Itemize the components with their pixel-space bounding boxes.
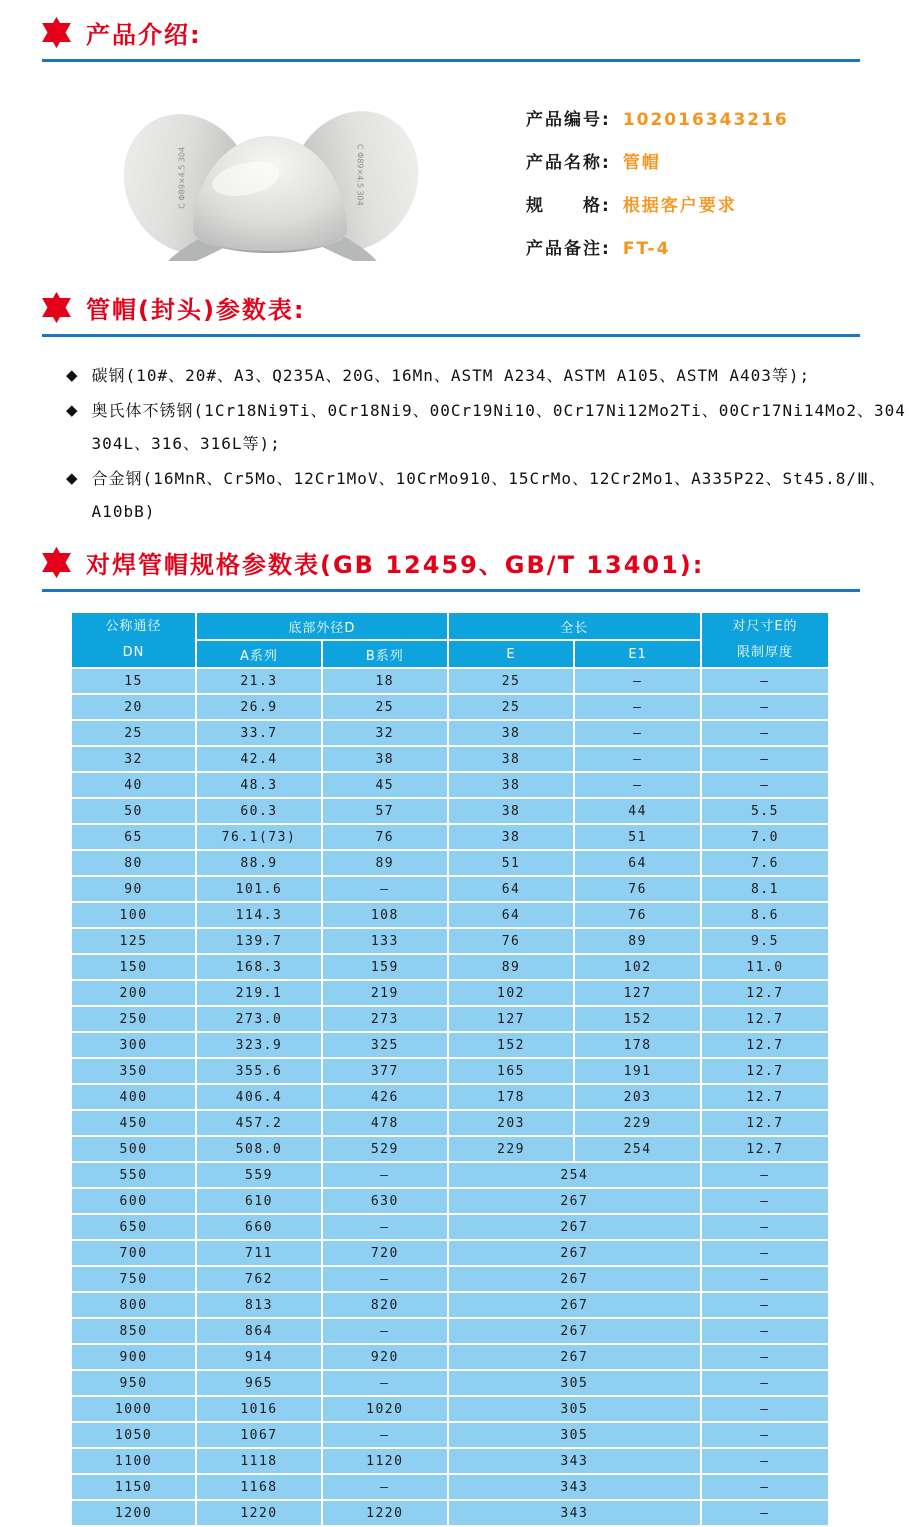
table-cell: 127 — [449, 1007, 574, 1031]
table-row — [72, 929, 828, 953]
table-cell: 48.3 — [197, 773, 321, 797]
table-cell: 76 — [575, 903, 700, 927]
table-row — [72, 825, 828, 849]
table-cell: 630 — [323, 1189, 447, 1213]
table-cell: 108 — [323, 903, 447, 927]
table-cell: 850 — [72, 1319, 195, 1343]
table-cell: – — [702, 1501, 828, 1525]
table-cell: 1050 — [72, 1423, 195, 1447]
table-cell: 1150 — [72, 1475, 195, 1499]
table-cell: 1120 — [323, 1449, 447, 1473]
table-cell: – — [702, 1319, 828, 1343]
table-cell: 9.5 — [702, 929, 828, 953]
product-field-code — [526, 105, 789, 148]
table-cell: 102 — [449, 981, 574, 1005]
field-value: FT-4 — [622, 239, 671, 259]
field-value: 根据客户要求 — [622, 196, 737, 216]
table-cell: 8.1 — [702, 877, 828, 901]
table-cell: – — [323, 877, 447, 901]
table-cell: 406.4 — [197, 1085, 321, 1109]
table-cell: 8.6 — [702, 903, 828, 927]
table-cell: 51 — [575, 825, 700, 849]
table-row — [72, 1449, 828, 1473]
table-cell: 25 — [72, 721, 195, 745]
table-row — [72, 1475, 828, 1499]
product-field-remark — [526, 234, 789, 277]
table-cell: – — [702, 1293, 828, 1317]
table-cell: 80 — [72, 851, 195, 875]
table-cell: 900 — [72, 1345, 195, 1369]
product-field-name — [526, 148, 789, 191]
table-cell: 25 — [449, 669, 574, 693]
section-title: 对焊管帽规格参数表(GB 12459、GB/T 13401): — [86, 551, 705, 579]
table-row — [72, 721, 828, 745]
table-cell: – — [575, 721, 700, 745]
table-cell: 12.7 — [702, 1007, 828, 1031]
product-photo-pipe-caps — [116, 89, 422, 261]
table-cell: – — [575, 669, 700, 693]
table-row — [72, 1111, 828, 1135]
table-cell: 229 — [449, 1137, 574, 1161]
table-cell: 203 — [575, 1085, 700, 1109]
table-cell: 720 — [323, 1241, 447, 1265]
table-cell: 45 — [323, 773, 447, 797]
table-cell: – — [323, 1267, 447, 1291]
table-cell: – — [702, 1345, 828, 1369]
table-cell: 457.2 — [197, 1111, 321, 1135]
table-cell: 450 — [72, 1111, 195, 1135]
table-cell: 64 — [575, 851, 700, 875]
section-spec-table-header — [40, 545, 909, 580]
table-cell: 139.7 — [197, 929, 321, 953]
table-cell: 1220 — [323, 1501, 447, 1525]
section-title: 产品介绍: — [86, 21, 202, 49]
red-star-icon — [40, 291, 73, 324]
table-cell: – — [575, 747, 700, 771]
table-row — [72, 1371, 828, 1395]
field-value: 102016343216 — [622, 110, 789, 130]
table-cell: 18 — [323, 669, 447, 693]
table-cell: 219.1 — [197, 981, 321, 1005]
table-cell: – — [702, 1267, 828, 1291]
table-cell: 64 — [449, 877, 574, 901]
table-cell: 178 — [449, 1085, 574, 1109]
product-intro-block — [116, 89, 909, 277]
table-row — [72, 799, 828, 823]
table-cell: 38 — [449, 773, 574, 797]
bullet-text: 奥氏体不锈钢(1Cr18Ni9Ti、0Cr18Ni9、00Cr19Ni10、0Cr17Ni12Mo2Ti、00Cr17Ni14Mo2、304 304L、316、316L等); — [91, 401, 906, 453]
table-cell: 38 — [449, 825, 574, 849]
table-cell: 125 — [72, 929, 195, 953]
table-cell: – — [702, 1215, 828, 1239]
table-cell: 168.3 — [197, 955, 321, 979]
field-label: 产品备注: — [526, 239, 611, 259]
table-cell: 426 — [323, 1085, 447, 1109]
table-cell: 89 — [449, 955, 574, 979]
table-cell: 219 — [323, 981, 447, 1005]
diamond-bullet-icon: ◆ — [66, 401, 78, 419]
diamond-bullet-icon: ◆ — [66, 469, 78, 487]
header-e1: E1 — [575, 641, 700, 667]
table-cell: 610 — [197, 1189, 321, 1213]
table-cell: 914 — [197, 1345, 321, 1369]
table-row — [72, 1007, 828, 1031]
header-series-b: B系列 — [323, 641, 447, 667]
table-cell: 101.6 — [197, 877, 321, 901]
table-cell: – — [702, 1423, 828, 1447]
table-cell: – — [702, 1189, 828, 1213]
table-row — [72, 1215, 828, 1239]
table-cell: 1016 — [197, 1397, 321, 1421]
product-info-list — [526, 105, 789, 277]
table-cell: 57 — [323, 799, 447, 823]
table-cell: 700 — [72, 1241, 195, 1265]
table-cell: 273.0 — [197, 1007, 321, 1031]
table-row — [72, 1293, 828, 1317]
section-divider-line — [42, 334, 860, 337]
table-cell: 478 — [323, 1111, 447, 1135]
section-divider-line — [42, 59, 860, 62]
table-cell: 267 — [449, 1189, 700, 1213]
table-cell: 38 — [449, 799, 574, 823]
table-cell: 133 — [323, 929, 447, 953]
table-cell: 550 — [72, 1163, 195, 1187]
table-cell: 500 — [72, 1137, 195, 1161]
table-cell: 76.1(73) — [197, 825, 321, 849]
header-e: E — [449, 641, 574, 667]
table-cell: 750 — [72, 1267, 195, 1291]
table-cell: 203 — [449, 1111, 574, 1135]
table-cell: 12.7 — [702, 981, 828, 1005]
table-cell: 100 — [72, 903, 195, 927]
table-cell: 950 — [72, 1371, 195, 1395]
section-product-intro-header — [40, 0, 909, 50]
table-cell: 920 — [323, 1345, 447, 1369]
table-cell: 12.7 — [702, 1033, 828, 1057]
table-cell: 229 — [575, 1111, 700, 1135]
table-cell: 267 — [449, 1319, 700, 1343]
table-cell: – — [575, 773, 700, 797]
table-cell: – — [702, 1371, 828, 1395]
spec-table-head — [72, 613, 828, 667]
section-material-params-header — [40, 290, 909, 325]
table-row — [72, 747, 828, 771]
table-cell: 51 — [449, 851, 574, 875]
table-cell: – — [702, 1449, 828, 1473]
table-cell: 508.0 — [197, 1137, 321, 1161]
table-cell: 127 — [575, 981, 700, 1005]
table-cell: 254 — [575, 1137, 700, 1161]
table-row — [72, 1033, 828, 1057]
table-row — [72, 1397, 828, 1421]
table-cell: 323.9 — [197, 1033, 321, 1057]
section-divider-line — [42, 589, 860, 592]
table-cell: 38 — [449, 721, 574, 745]
field-value: 管帽 — [622, 153, 661, 173]
bullet-item — [66, 359, 909, 392]
table-cell: – — [323, 1423, 447, 1447]
table-row — [72, 773, 828, 797]
section-title: 管帽(封头)参数表: — [86, 296, 306, 324]
bullet-item — [66, 394, 909, 460]
table-row — [72, 695, 828, 719]
table-row — [72, 877, 828, 901]
table-cell: 7.0 — [702, 825, 828, 849]
header-limit-thickness: 对尺寸E的 限制厚度 — [702, 613, 828, 667]
table-cell: – — [323, 1475, 447, 1499]
table-cell: 273 — [323, 1007, 447, 1031]
field-label: 规 格: — [526, 196, 611, 216]
table-cell: 343 — [449, 1501, 700, 1525]
table-cell: 50 — [72, 799, 195, 823]
table-cell: 88.9 — [197, 851, 321, 875]
table-cell: 152 — [449, 1033, 574, 1057]
table-cell: 42.4 — [197, 747, 321, 771]
table-cell: – — [702, 695, 828, 719]
table-row — [72, 1189, 828, 1213]
table-cell: 150 — [72, 955, 195, 979]
table-cell: 89 — [575, 929, 700, 953]
table-cell: 377 — [323, 1059, 447, 1083]
table-cell: 200 — [72, 981, 195, 1005]
table-cell: 165 — [449, 1059, 574, 1083]
table-cell: 152 — [575, 1007, 700, 1031]
table-row — [72, 955, 828, 979]
table-row — [72, 1267, 828, 1291]
table-cell: 650 — [72, 1215, 195, 1239]
table-cell: 965 — [197, 1371, 321, 1395]
table-cell: 1067 — [197, 1423, 321, 1447]
table-cell: 1200 — [72, 1501, 195, 1525]
header-dn: 公称通径 DN — [72, 613, 195, 667]
diamond-bullet-icon: ◆ — [66, 366, 78, 384]
table-cell: 38 — [449, 747, 574, 771]
table-cell: – — [575, 695, 700, 719]
table-cell: – — [702, 1475, 828, 1499]
table-cell: 600 — [72, 1189, 195, 1213]
spec-table-container — [70, 611, 909, 1527]
table-cell: 76 — [575, 877, 700, 901]
table-cell: 864 — [197, 1319, 321, 1343]
table-row — [72, 1319, 828, 1343]
table-cell: – — [323, 1319, 447, 1343]
table-cell: 159 — [323, 955, 447, 979]
table-row — [72, 1501, 828, 1525]
table-cell: 1020 — [323, 1397, 447, 1421]
table-cell: 267 — [449, 1293, 700, 1317]
table-cell: 64 — [449, 903, 574, 927]
table-cell: 711 — [197, 1241, 321, 1265]
table-cell: 1220 — [197, 1501, 321, 1525]
table-cell: 38 — [323, 747, 447, 771]
table-cell: 305 — [449, 1423, 700, 1447]
table-cell: 343 — [449, 1449, 700, 1473]
table-cell: 305 — [449, 1371, 700, 1395]
table-cell: 529 — [323, 1137, 447, 1161]
table-cell: 32 — [323, 721, 447, 745]
table-cell: – — [702, 747, 828, 771]
table-cell: 25 — [323, 695, 447, 719]
red-star-icon — [40, 16, 73, 49]
table-cell: 32 — [72, 747, 195, 771]
table-row — [72, 669, 828, 693]
table-cell: 300 — [72, 1033, 195, 1057]
table-row — [72, 1345, 828, 1369]
table-cell: 44 — [575, 799, 700, 823]
bullet-list — [66, 359, 909, 528]
table-row — [72, 1085, 828, 1109]
cap-engraving-text: C Φ89×4.5 304 — [177, 146, 187, 209]
table-cell: 355.6 — [197, 1059, 321, 1083]
table-cell: 325 — [323, 1033, 447, 1057]
table-cell: – — [702, 1241, 828, 1265]
table-cell: 102 — [575, 955, 700, 979]
table-cell: 343 — [449, 1475, 700, 1499]
table-cell: 12.7 — [702, 1137, 828, 1161]
table-cell: 559 — [197, 1163, 321, 1187]
spec-table — [70, 611, 830, 1527]
bullet-text: 合金钢(16MnR、Cr5Mo、12Cr1MoV、10CrMo910、15CrMo、12Cr2Mo1、A335P22、St45.8/Ⅲ、 A10bB) — [91, 469, 887, 521]
table-cell: 90 — [72, 877, 195, 901]
table-cell: 21.3 — [197, 669, 321, 693]
table-cell: 254 — [449, 1163, 700, 1187]
table-cell: 12.7 — [702, 1111, 828, 1135]
table-cell: – — [702, 721, 828, 745]
table-cell: – — [702, 773, 828, 797]
table-cell: 65 — [72, 825, 195, 849]
table-cell: 5.5 — [702, 799, 828, 823]
table-row — [72, 851, 828, 875]
table-cell: 20 — [72, 695, 195, 719]
field-label: 产品编号: — [526, 110, 611, 130]
table-cell: 15 — [72, 669, 195, 693]
table-row — [72, 981, 828, 1005]
table-row — [72, 1137, 828, 1161]
table-row — [72, 1059, 828, 1083]
header-series-a: A系列 — [197, 641, 321, 667]
table-cell: 40 — [72, 773, 195, 797]
table-cell: 1000 — [72, 1397, 195, 1421]
table-row — [72, 1241, 828, 1265]
spec-table-body — [72, 669, 828, 1525]
table-cell: 267 — [449, 1345, 700, 1369]
table-cell: 267 — [449, 1241, 700, 1265]
table-cell: – — [702, 1397, 828, 1421]
bullet-text: 碳钢(10#、20#、A3、Q235A、20G、16Mn、ASTM A234、ASTM A105、ASTM A403等); — [91, 366, 811, 385]
header-length-group: 全长 — [449, 613, 700, 639]
table-row — [72, 1163, 828, 1187]
table-cell: 114.3 — [197, 903, 321, 927]
product-field-spec — [526, 191, 789, 234]
header-outer-diameter-group: 底部外径D — [197, 613, 447, 639]
field-label: 产品名称: — [526, 153, 611, 173]
table-cell: 178 — [575, 1033, 700, 1057]
table-cell: 76 — [323, 825, 447, 849]
cap-engraving-text: C Φ89×4.5 304 — [355, 143, 365, 206]
bullet-item — [66, 462, 909, 528]
table-cell: 305 — [449, 1397, 700, 1421]
table-cell: 60.3 — [197, 799, 321, 823]
table-cell: 660 — [197, 1215, 321, 1239]
table-cell: 12.7 — [702, 1059, 828, 1083]
table-cell: 76 — [449, 929, 574, 953]
table-cell: 7.6 — [702, 851, 828, 875]
table-cell: 267 — [449, 1215, 700, 1239]
table-cell: – — [323, 1215, 447, 1239]
table-cell: – — [323, 1371, 447, 1395]
table-cell: – — [702, 1163, 828, 1187]
table-cell: 1168 — [197, 1475, 321, 1499]
table-cell: 762 — [197, 1267, 321, 1291]
table-cell: 11.0 — [702, 955, 828, 979]
table-cell: 25 — [449, 695, 574, 719]
table-cell: 1100 — [72, 1449, 195, 1473]
table-cell: 820 — [323, 1293, 447, 1317]
table-cell: 267 — [449, 1267, 700, 1291]
table-cell: 33.7 — [197, 721, 321, 745]
table-cell: 250 — [72, 1007, 195, 1031]
table-row — [72, 1423, 828, 1447]
table-cell: 191 — [575, 1059, 700, 1083]
table-cell: 89 — [323, 851, 447, 875]
table-cell: 400 — [72, 1085, 195, 1109]
table-cell: 12.7 — [702, 1085, 828, 1109]
table-cell: – — [323, 1163, 447, 1187]
table-cell: 26.9 — [197, 695, 321, 719]
table-cell: 800 — [72, 1293, 195, 1317]
table-cell: 350 — [72, 1059, 195, 1083]
table-cell: 813 — [197, 1293, 321, 1317]
table-row — [72, 903, 828, 927]
table-cell: 1118 — [197, 1449, 321, 1473]
red-star-icon — [40, 546, 73, 579]
table-cell: – — [702, 669, 828, 693]
